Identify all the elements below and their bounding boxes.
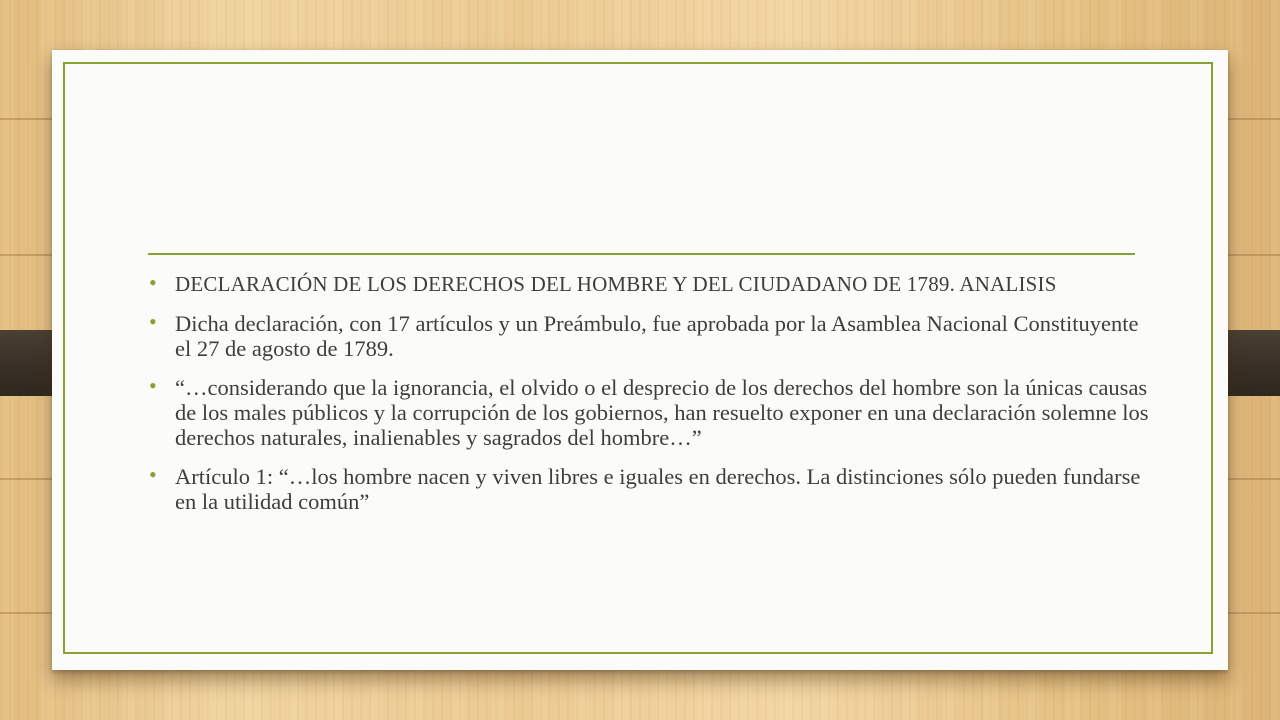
- bullet-dot-icon: •: [149, 270, 157, 295]
- bullet-text: Dicha declaración, con 17 artículos y un Preámbulo, fue aprobada por la Asamblea Nacional Constituyente el 27 de agosto de 1789.: [175, 311, 1139, 361]
- bullet-list: [149, 272, 1159, 528]
- bullet-dot-icon: •: [149, 373, 157, 398]
- bullet-item-quote: [149, 375, 1159, 450]
- bullet-item-article-1: [149, 464, 1159, 514]
- bullet-item-title: [149, 272, 1159, 297]
- bullet-text: “…considerando que la ignorancia, el olvido o el desprecio de los derechos del hombre son la únicas causas de los males públicos y la corrupción de los gobiernos, han resuelto exponer en una declaración solemne los derechos naturales, inalienables y sagrados del hombre…”: [175, 375, 1149, 450]
- title-divider-rule: [148, 253, 1135, 255]
- bullet-text: DECLARACIÓN DE LOS DERECHOS DEL HOMBRE Y DEL CIUDADANO DE 1789. ANALISIS: [175, 272, 1057, 296]
- slide-paper: [52, 50, 1228, 670]
- bullet-dot-icon: •: [149, 462, 157, 487]
- bullet-text: Artículo 1: “…los hombre nacen y viven libres e iguales en derechos. La distinciones sólo pueden fundarse en la utilidad común”: [175, 464, 1141, 514]
- bullet-dot-icon: •: [149, 309, 157, 334]
- bullet-item-approval: [149, 311, 1159, 361]
